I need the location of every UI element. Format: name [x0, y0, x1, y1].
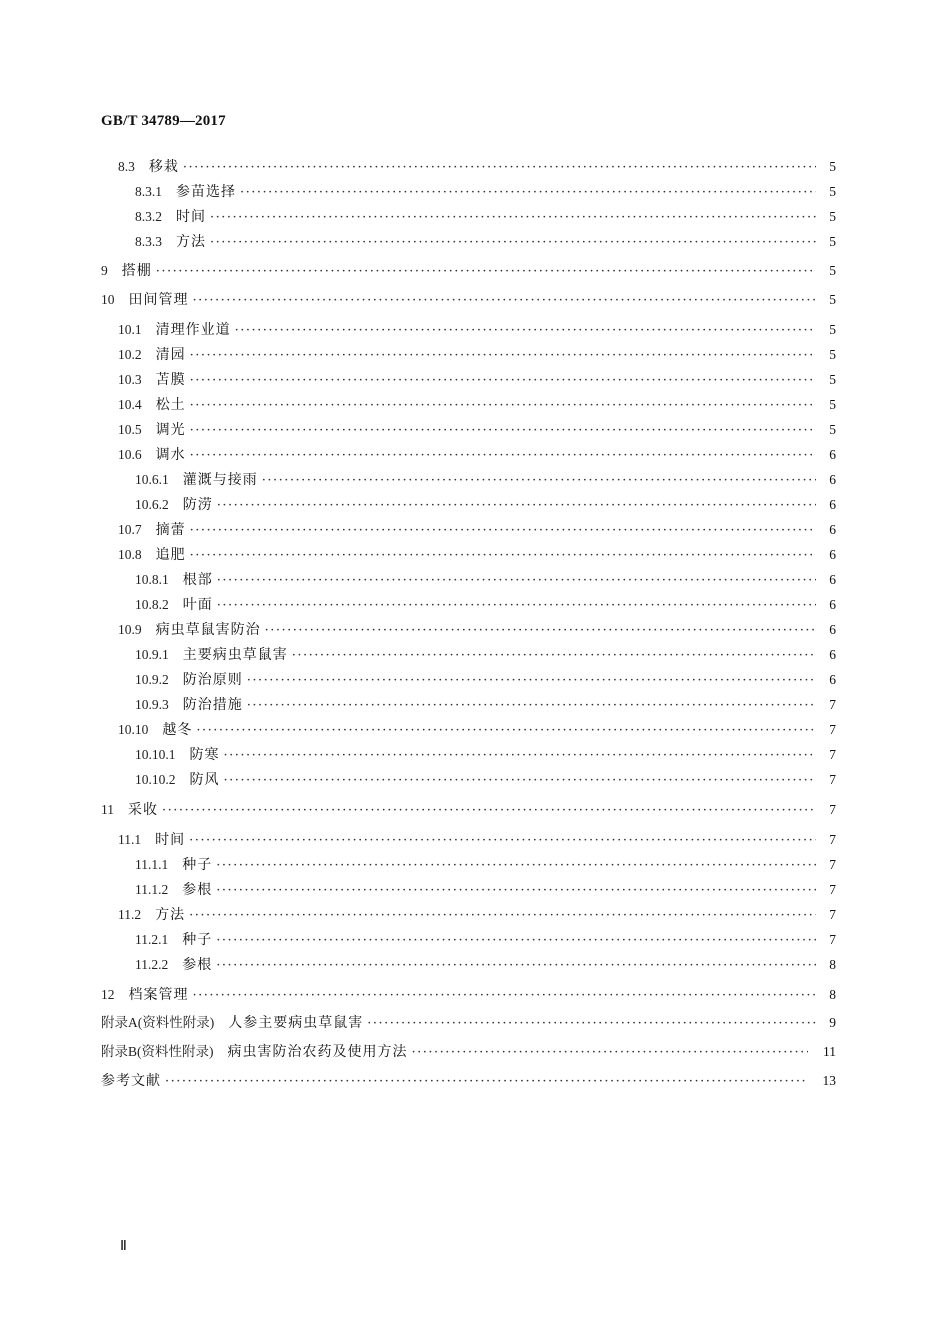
toc-entry	[118, 905, 822, 926]
toc-page-number: 7	[829, 747, 836, 762]
toc-title: 主要病虫草鼠害	[182, 647, 288, 663]
toc-title: 防治措施	[182, 697, 243, 713]
toc-title: 清理作业道	[155, 322, 231, 338]
toc-title: 病虫草鼠害防治	[155, 622, 261, 638]
toc-title: 采收	[128, 802, 158, 818]
toc-row[interactable]	[0, 370, 950, 390]
toc-title: 田间管理	[128, 292, 189, 308]
toc-row[interactable]	[0, 880, 950, 900]
toc-page-number: 5	[829, 422, 836, 437]
toc-row[interactable]	[0, 495, 950, 515]
toc-leader-dots	[262, 471, 816, 491]
toc-page-number: 6	[829, 547, 836, 562]
toc-leader-dots	[189, 906, 816, 926]
toc-row[interactable]	[0, 1071, 950, 1091]
toc-leader-dots	[196, 721, 816, 741]
toc-row[interactable]	[0, 1013, 950, 1033]
toc-number: 附录B(资料性附录)	[101, 1044, 214, 1059]
toc-entry	[118, 157, 822, 178]
toc-leader-dots	[217, 496, 816, 516]
toc-page-number: 13	[822, 1073, 836, 1088]
toc-row[interactable]	[0, 445, 950, 465]
toc-page-number: 6	[829, 622, 836, 637]
toc-title: 方法	[155, 907, 186, 923]
toc-page-number: 6	[829, 472, 836, 487]
toc-number: 10.9.2	[135, 672, 169, 687]
toc-title: 防寒	[189, 747, 220, 763]
toc-number: 10.1	[118, 322, 142, 337]
toc-page-number: 8	[829, 957, 836, 972]
toc-entry	[118, 420, 822, 441]
toc-page-number: 7	[829, 832, 836, 847]
toc-number: 10.2	[118, 347, 142, 362]
toc-leader-dots	[190, 446, 816, 466]
toc-title: 防风	[189, 772, 220, 788]
toc-entry	[135, 182, 822, 203]
toc-leader-dots	[235, 321, 816, 341]
toc-leader-dots	[216, 931, 816, 951]
toc-leader-dots	[367, 1014, 816, 1034]
toc-leader-dots	[162, 801, 816, 821]
toc-entry	[101, 1042, 814, 1063]
toc-number: 10.8	[118, 547, 142, 562]
toc-row[interactable]	[0, 930, 950, 950]
toc-entry	[135, 745, 822, 766]
toc-page-number: 5	[829, 159, 836, 174]
toc-leader-dots	[216, 956, 816, 976]
toc-number: 8.3.3	[135, 234, 162, 249]
toc-row[interactable]	[0, 855, 950, 875]
toc-number: 10.10.2	[135, 772, 176, 787]
toc-entry	[101, 290, 822, 311]
toc-number: 11.2	[118, 907, 142, 922]
toc-title: 方法	[176, 234, 206, 250]
toc-number: 8.3.1	[135, 184, 162, 199]
toc-entry	[135, 880, 822, 901]
standard-code-header: GB/T 34789—2017	[101, 113, 226, 129]
toc-number: 10.3	[118, 372, 142, 387]
toc-page-number: 9	[829, 1015, 836, 1030]
toc-entry	[118, 545, 822, 566]
toc-page-number: 5	[829, 292, 836, 307]
toc-row[interactable]	[0, 290, 950, 310]
toc-entry	[135, 855, 822, 876]
toc-row[interactable]	[0, 345, 950, 365]
toc-title: 时间	[155, 832, 186, 848]
toc-number: 10.9.3	[135, 697, 169, 712]
toc-number: 10.9	[118, 622, 142, 637]
toc-row[interactable]	[0, 320, 950, 340]
toc-page-number: 5	[829, 322, 836, 337]
toc-leader-dots	[224, 771, 817, 791]
toc-title: 时间	[176, 209, 206, 225]
toc-number: 11	[101, 802, 114, 817]
toc-entry	[135, 470, 822, 491]
toc-leader-dots	[240, 183, 816, 203]
toc-number: 10.10	[118, 722, 149, 737]
toc-page-number: 7	[829, 772, 836, 787]
page-number: Ⅱ	[120, 1239, 127, 1254]
toc-number: 11.2.2	[135, 957, 169, 972]
toc-row[interactable]	[0, 570, 950, 590]
toc-row[interactable]	[0, 232, 950, 252]
toc-title: 松土	[155, 397, 186, 413]
toc-row[interactable]	[0, 695, 950, 715]
toc-title: 参根	[182, 957, 213, 973]
toc-entry	[118, 345, 822, 366]
toc-page-number: 6	[829, 572, 836, 587]
toc-page-number: 7	[829, 697, 836, 712]
toc-number: 10.6.2	[135, 497, 169, 512]
toc-number: 8.3	[118, 159, 135, 174]
toc-leader-dots	[247, 696, 816, 716]
toc-page-number: 6	[829, 647, 836, 662]
toc-page-number: 6	[829, 672, 836, 687]
toc-number: 8.3.2	[135, 209, 162, 224]
toc-entry	[135, 207, 822, 228]
toc-leader-dots	[412, 1043, 809, 1063]
toc-number: 10.8.2	[135, 597, 169, 612]
toc-entry	[118, 445, 822, 466]
toc-row[interactable]	[0, 395, 950, 415]
toc-title: 移栽	[148, 159, 179, 175]
toc-title: 参考文献	[101, 1073, 161, 1089]
toc-entry	[118, 320, 822, 341]
toc-page-number: 8	[829, 987, 836, 1002]
toc-leader-dots	[247, 671, 816, 691]
toc-leader-dots	[265, 621, 816, 641]
toc-row[interactable]	[0, 800, 950, 820]
toc-page-number: 7	[829, 802, 836, 817]
toc-entry	[135, 955, 822, 976]
toc-entry	[135, 645, 822, 666]
toc-leader-dots	[210, 233, 816, 253]
toc-title: 追肥	[155, 547, 186, 563]
toc-row[interactable]	[0, 470, 950, 490]
toc-row[interactable]	[0, 157, 950, 177]
toc-row[interactable]	[0, 595, 950, 615]
toc-number: 10.6.1	[135, 472, 169, 487]
toc-row[interactable]	[0, 520, 950, 540]
toc-row[interactable]	[0, 420, 950, 440]
toc-number: 10.4	[118, 397, 142, 412]
toc-row[interactable]	[0, 955, 950, 975]
toc-page-number: 5	[829, 209, 836, 224]
toc-leader-dots	[193, 291, 817, 311]
toc-entry	[135, 670, 822, 691]
toc-number: 10.8.1	[135, 572, 169, 587]
toc-row[interactable]	[0, 620, 950, 640]
toc-row[interactable]	[0, 207, 950, 227]
toc-page-number: 11	[823, 1044, 836, 1059]
toc-leader-dots	[217, 571, 816, 591]
toc-number: 9	[101, 263, 108, 278]
toc-title: 调光	[155, 422, 186, 438]
toc-title: 灌溉与接雨	[182, 472, 258, 488]
toc-leader-dots	[165, 1072, 808, 1092]
toc-page-number: 5	[829, 234, 836, 249]
toc-number: 11.1.1	[135, 857, 169, 872]
toc-leader-dots	[224, 746, 817, 766]
toc-entry	[135, 595, 822, 616]
toc-leader-dots	[292, 646, 816, 666]
toc-page-number: 6	[829, 497, 836, 512]
toc-number: 10.5	[118, 422, 142, 437]
toc-title: 调水	[155, 447, 186, 463]
toc-page-number: 7	[829, 932, 836, 947]
toc-leader-dots	[190, 546, 816, 566]
toc-entry	[135, 695, 822, 716]
toc-leader-dots	[216, 856, 816, 876]
toc-entry	[135, 930, 822, 951]
toc-leader-dots	[183, 158, 816, 178]
toc-entry	[135, 770, 822, 791]
toc-entry	[101, 1071, 814, 1092]
toc-title: 摘蕾	[155, 522, 186, 538]
toc-page-number: 5	[829, 397, 836, 412]
toc-number: 附录A(资料性附录)	[101, 1015, 215, 1030]
toc-leader-dots	[217, 596, 816, 616]
toc-row[interactable]	[0, 985, 950, 1005]
toc-title: 参苗选择	[176, 184, 236, 200]
toc-title: 越冬	[162, 722, 193, 738]
toc-leader-dots	[189, 831, 816, 851]
toc-page-number: 5	[829, 372, 836, 387]
toc-leader-dots	[193, 986, 817, 1006]
toc-page-number: 7	[829, 882, 836, 897]
toc-title: 种子	[182, 857, 213, 873]
toc-title: 病虫害防治农药及使用方法	[227, 1044, 408, 1060]
toc-entry	[135, 495, 822, 516]
toc-leader-dots	[216, 881, 816, 901]
toc-row[interactable]	[0, 1042, 950, 1062]
toc-entry	[101, 261, 822, 282]
toc-title: 清园	[155, 347, 186, 363]
toc-number: 10	[101, 292, 115, 307]
toc-number: 10.10.1	[135, 747, 176, 762]
toc-row[interactable]	[0, 261, 950, 281]
toc-leader-dots	[190, 396, 816, 416]
toc-leader-dots	[190, 521, 816, 541]
toc-title: 搭棚	[121, 263, 152, 279]
toc-page-number: 7	[829, 907, 836, 922]
toc-entry	[101, 1013, 822, 1034]
toc-page-number: 7	[829, 722, 836, 737]
toc-row[interactable]	[0, 905, 950, 925]
toc-page-number: 5	[829, 184, 836, 199]
toc-entry	[118, 830, 822, 851]
toc-row[interactable]	[0, 545, 950, 565]
toc-title: 根部	[182, 572, 213, 588]
toc-entry	[118, 520, 822, 541]
toc-entry	[118, 620, 822, 641]
toc-number: 10.7	[118, 522, 142, 537]
toc-entry	[135, 570, 822, 591]
toc-number: 10.9.1	[135, 647, 169, 662]
toc-number: 11.2.1	[135, 932, 169, 947]
toc-page-number: 6	[829, 447, 836, 462]
toc-page-number: 7	[829, 857, 836, 872]
toc-title: 档案管理	[128, 987, 189, 1003]
toc-row[interactable]	[0, 830, 950, 850]
toc-row[interactable]	[0, 720, 950, 740]
toc-row[interactable]	[0, 670, 950, 690]
toc-row[interactable]	[0, 182, 950, 202]
toc-page-number: 6	[829, 522, 836, 537]
toc-number: 11.1.2	[135, 882, 169, 897]
toc-row[interactable]	[0, 770, 950, 790]
toc-leader-dots	[156, 262, 816, 282]
toc-entry	[101, 800, 822, 821]
toc-leader-dots	[190, 371, 816, 391]
toc-page-number: 5	[829, 263, 836, 278]
toc-leader-dots	[190, 346, 816, 366]
toc-title: 叶面	[182, 597, 213, 613]
toc-entry	[118, 720, 822, 741]
toc-entry	[101, 985, 822, 1006]
toc-title: 参根	[182, 882, 213, 898]
toc-entry	[135, 232, 822, 253]
toc-title: 防治原则	[182, 672, 243, 688]
toc-number: 11.1	[118, 832, 142, 847]
toc-row[interactable]	[0, 745, 950, 765]
toc-title: 种子	[182, 932, 213, 948]
toc-page-number: 6	[829, 597, 836, 612]
toc-row[interactable]	[0, 645, 950, 665]
toc-leader-dots	[210, 208, 816, 228]
toc-number: 12	[101, 987, 115, 1002]
toc-title: 人参主要病虫草鼠害	[228, 1015, 364, 1031]
toc-entry	[118, 395, 822, 416]
toc-leader-dots	[190, 421, 816, 441]
toc-number: 10.6	[118, 447, 142, 462]
toc-title: 防涝	[182, 497, 213, 513]
toc-title: 苫膜	[155, 372, 186, 388]
toc-page-number: 5	[829, 347, 836, 362]
toc-entry	[118, 370, 822, 391]
